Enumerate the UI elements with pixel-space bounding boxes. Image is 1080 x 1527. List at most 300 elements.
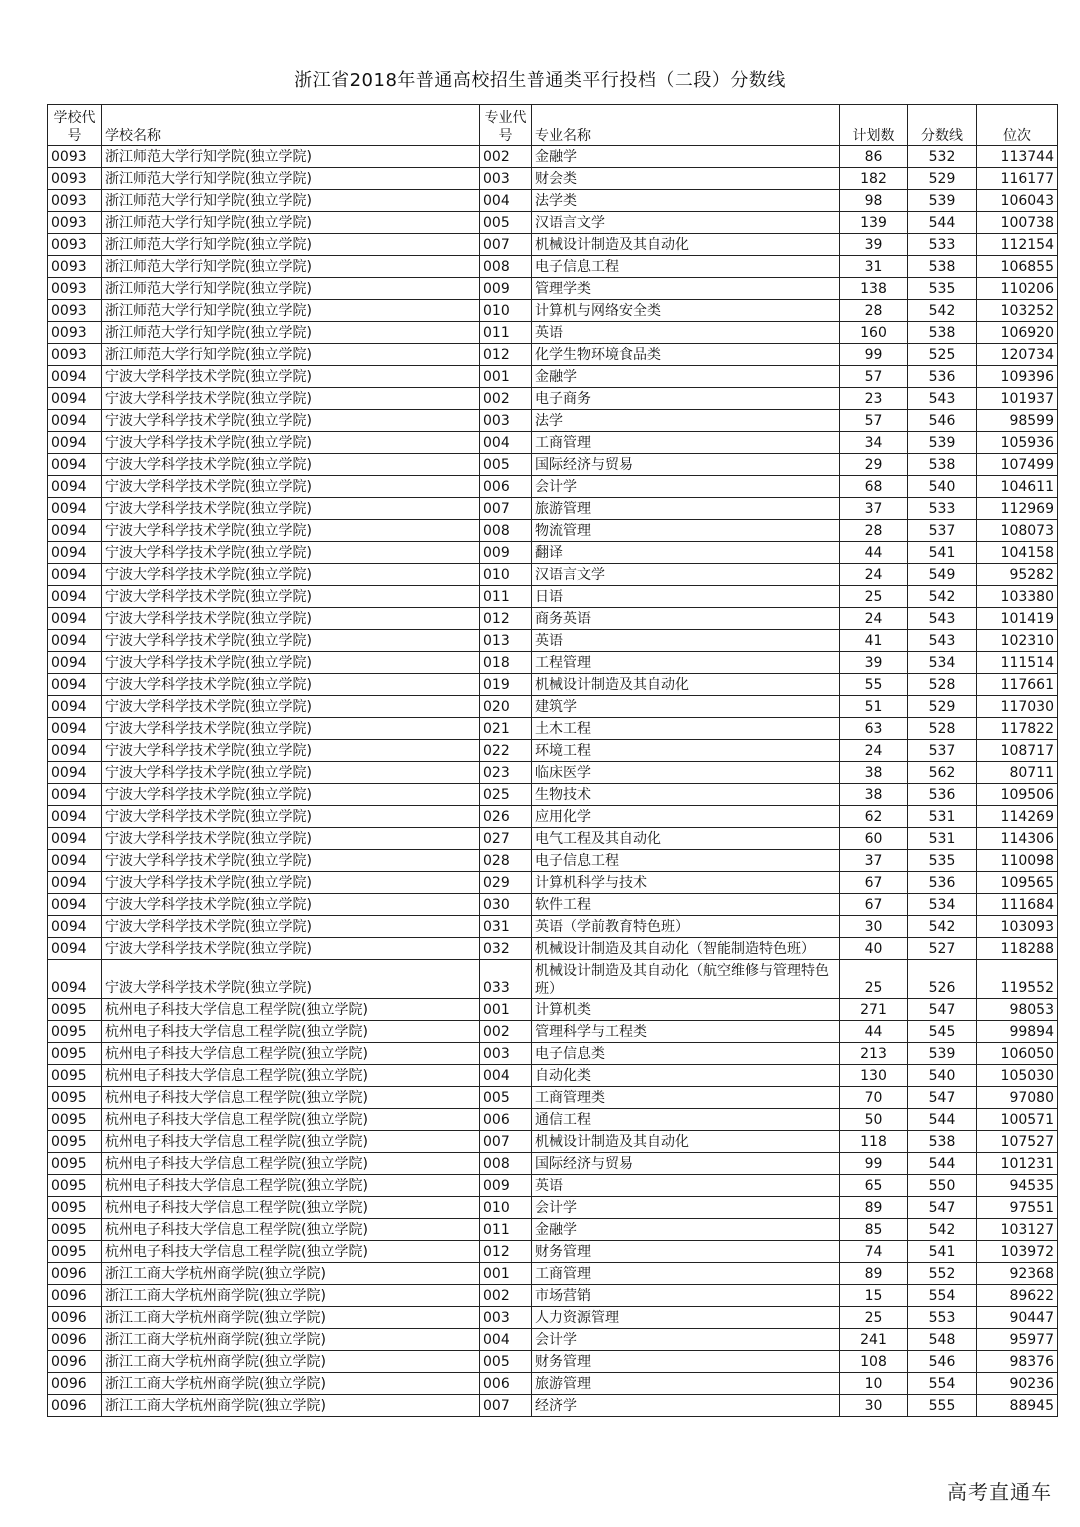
cell-plan: 60 (840, 828, 908, 850)
cell-school-code: 0093 (48, 234, 102, 256)
cell-major-code: 004 (480, 190, 532, 212)
cell-school-code: 0094 (48, 674, 102, 696)
cell-score: 539 (908, 432, 977, 454)
cell-school-name: 宁波大学科学技术学院(独立学院) (102, 388, 480, 410)
cell-score: 543 (908, 388, 977, 410)
cell-major-name: 物流管理 (532, 520, 840, 542)
cell-major-code: 026 (480, 806, 532, 828)
cell-school-name: 杭州电子科技大学信息工程学院(独立学院) (102, 999, 480, 1021)
cell-school-name: 杭州电子科技大学信息工程学院(独立学院) (102, 1131, 480, 1153)
cell-plan: 70 (840, 1087, 908, 1109)
cell-rank: 103972 (977, 1241, 1058, 1263)
cell-school-name: 浙江工商大学杭州商学院(独立学院) (102, 1373, 480, 1395)
cell-score: 528 (908, 718, 977, 740)
cell-school-name: 宁波大学科学技术学院(独立学院) (102, 674, 480, 696)
cell-major-name: 汉语言文学 (532, 212, 840, 234)
cell-major-name: 金融学 (532, 146, 840, 168)
cell-score: 553 (908, 1307, 977, 1329)
cell-school-code: 0094 (48, 828, 102, 850)
score-table (47, 104, 1058, 1417)
cell-major-code: 002 (480, 388, 532, 410)
cell-major-name: 电子信息类 (532, 1043, 840, 1065)
table-row (48, 542, 1058, 564)
cell-major-name: 会计学 (532, 1329, 840, 1351)
cell-school-code: 0093 (48, 300, 102, 322)
cell-school-code: 0093 (48, 256, 102, 278)
table-row (48, 454, 1058, 476)
cell-plan: 68 (840, 476, 908, 498)
table-row (48, 999, 1058, 1021)
cell-major-code: 018 (480, 652, 532, 674)
cell-score: 533 (908, 498, 977, 520)
cell-major-name: 财务管理 (532, 1241, 840, 1263)
cell-major-code: 008 (480, 520, 532, 542)
cell-school-name: 浙江师范大学行知学院(独立学院) (102, 344, 480, 366)
cell-major-name: 电气工程及其自动化 (532, 828, 840, 850)
cell-plan: 15 (840, 1285, 908, 1307)
cell-major-code: 005 (480, 1087, 532, 1109)
cell-score: 547 (908, 1197, 977, 1219)
cell-school-code: 0094 (48, 586, 102, 608)
cell-school-code: 0093 (48, 278, 102, 300)
cell-school-code: 0094 (48, 476, 102, 498)
cell-major-code: 004 (480, 1329, 532, 1351)
cell-score: 543 (908, 608, 977, 630)
cell-rank: 104611 (977, 476, 1058, 498)
cell-rank: 106050 (977, 1043, 1058, 1065)
cell-major-code: 012 (480, 344, 532, 366)
cell-school-name: 浙江工商大学杭州商学院(独立学院) (102, 1351, 480, 1373)
cell-school-name: 宁波大学科学技术学院(独立学院) (102, 784, 480, 806)
cell-major-name: 电子信息工程 (532, 256, 840, 278)
header-school-name: 学校名称 (102, 105, 480, 146)
cell-school-code: 0093 (48, 212, 102, 234)
cell-plan: 25 (840, 1307, 908, 1329)
cell-plan: 89 (840, 1197, 908, 1219)
cell-school-name: 宁波大学科学技术学院(独立学院) (102, 520, 480, 542)
cell-rank: 103252 (977, 300, 1058, 322)
cell-plan: 182 (840, 168, 908, 190)
cell-plan: 57 (840, 366, 908, 388)
cell-major-code: 007 (480, 1395, 532, 1417)
cell-school-name: 浙江工商大学杭州商学院(独立学院) (102, 1285, 480, 1307)
cell-score: 535 (908, 850, 977, 872)
cell-school-code: 0094 (48, 718, 102, 740)
cell-major-code: 022 (480, 740, 532, 762)
cell-school-code: 0094 (48, 850, 102, 872)
cell-school-code: 0093 (48, 190, 102, 212)
cell-plan: 24 (840, 564, 908, 586)
cell-major-code: 006 (480, 476, 532, 498)
cell-rank: 111514 (977, 652, 1058, 674)
cell-major-code: 006 (480, 1109, 532, 1131)
cell-score: 526 (908, 960, 977, 999)
cell-rank: 109506 (977, 784, 1058, 806)
cell-plan: 89 (840, 1263, 908, 1285)
cell-major-code: 005 (480, 454, 532, 476)
cell-score: 545 (908, 1021, 977, 1043)
cell-score: 534 (908, 652, 977, 674)
cell-school-code: 0096 (48, 1373, 102, 1395)
cell-plan: 23 (840, 388, 908, 410)
cell-major-name: 机械设计制造及其自动化（航空维修与管理特色班） (532, 960, 840, 999)
cell-major-name: 国际经济与贸易 (532, 454, 840, 476)
cell-school-code: 0093 (48, 322, 102, 344)
cell-school-code: 0094 (48, 454, 102, 476)
cell-rank: 100738 (977, 212, 1058, 234)
cell-rank: 106920 (977, 322, 1058, 344)
cell-rank: 114306 (977, 828, 1058, 850)
cell-score: 536 (908, 872, 977, 894)
cell-major-code: 001 (480, 1263, 532, 1285)
cell-major-name: 计算机科学与技术 (532, 872, 840, 894)
cell-plan: 34 (840, 432, 908, 454)
table-row (48, 1351, 1058, 1373)
cell-score: 541 (908, 542, 977, 564)
cell-rank: 89622 (977, 1285, 1058, 1307)
cell-score: 552 (908, 1263, 977, 1285)
cell-school-name: 宁波大学科学技术学院(独立学院) (102, 432, 480, 454)
table-row (48, 1109, 1058, 1131)
cell-score: 539 (908, 1043, 977, 1065)
table-body (48, 146, 1058, 1417)
table-row (48, 1373, 1058, 1395)
table-row (48, 190, 1058, 212)
cell-score: 539 (908, 190, 977, 212)
cell-major-name: 生物技术 (532, 784, 840, 806)
cell-plan: 86 (840, 146, 908, 168)
table-row (48, 1285, 1058, 1307)
cell-school-name: 宁波大学科学技术学院(独立学院) (102, 762, 480, 784)
cell-major-name: 财务管理 (532, 1351, 840, 1373)
cell-school-code: 0094 (48, 542, 102, 564)
cell-school-code: 0096 (48, 1307, 102, 1329)
cell-plan: 139 (840, 212, 908, 234)
cell-school-code: 0095 (48, 1241, 102, 1263)
cell-school-name: 杭州电子科技大学信息工程学院(独立学院) (102, 1087, 480, 1109)
cell-score: 543 (908, 630, 977, 652)
cell-rank: 101419 (977, 608, 1058, 630)
table-row (48, 916, 1058, 938)
table-row (48, 1065, 1058, 1087)
table-row (48, 366, 1058, 388)
table-row (48, 1175, 1058, 1197)
cell-rank: 107527 (977, 1131, 1058, 1153)
table-row (48, 344, 1058, 366)
cell-school-code: 0095 (48, 1043, 102, 1065)
cell-score: 528 (908, 674, 977, 696)
cell-school-code: 0094 (48, 784, 102, 806)
cell-score: 555 (908, 1395, 977, 1417)
cell-major-name: 土木工程 (532, 718, 840, 740)
cell-rank: 98376 (977, 1351, 1058, 1373)
table-row (48, 674, 1058, 696)
cell-score: 540 (908, 1065, 977, 1087)
cell-plan: 74 (840, 1241, 908, 1263)
cell-school-code: 0096 (48, 1351, 102, 1373)
table-row (48, 432, 1058, 454)
cell-score: 546 (908, 1351, 977, 1373)
cell-plan: 39 (840, 652, 908, 674)
cell-score: 531 (908, 828, 977, 850)
table-row (48, 1263, 1058, 1285)
cell-school-code: 0094 (48, 432, 102, 454)
cell-rank: 101231 (977, 1153, 1058, 1175)
cell-score: 533 (908, 234, 977, 256)
cell-major-code: 002 (480, 1021, 532, 1043)
cell-school-name: 宁波大学科学技术学院(独立学院) (102, 872, 480, 894)
cell-plan: 138 (840, 278, 908, 300)
cell-rank: 90447 (977, 1307, 1058, 1329)
table-row (48, 1153, 1058, 1175)
cell-major-name: 电子信息工程 (532, 850, 840, 872)
table-row (48, 1197, 1058, 1219)
cell-school-code: 0094 (48, 608, 102, 630)
cell-school-name: 宁波大学科学技术学院(独立学院) (102, 366, 480, 388)
cell-major-name: 机械设计制造及其自动化 (532, 674, 840, 696)
cell-major-name: 法学 (532, 410, 840, 432)
cell-major-name: 通信工程 (532, 1109, 840, 1131)
table-row (48, 146, 1058, 168)
cell-school-code: 0094 (48, 872, 102, 894)
cell-school-name: 杭州电子科技大学信息工程学院(独立学院) (102, 1197, 480, 1219)
cell-major-name: 金融学 (532, 1219, 840, 1241)
cell-rank: 99894 (977, 1021, 1058, 1043)
table-row (48, 564, 1058, 586)
cell-school-code: 0096 (48, 1395, 102, 1417)
cell-school-name: 宁波大学科学技术学院(独立学院) (102, 806, 480, 828)
table-row (48, 476, 1058, 498)
document-title: 浙江省2018年普通高校招生普通类平行投档（二段）分数线 (294, 70, 786, 91)
header-plan: 计划数 (840, 105, 908, 146)
cell-school-name: 宁波大学科学技术学院(独立学院) (102, 608, 480, 630)
cell-plan: 108 (840, 1351, 908, 1373)
cell-score: 542 (908, 586, 977, 608)
cell-plan: 30 (840, 1395, 908, 1417)
table-row (48, 498, 1058, 520)
cell-major-code: 007 (480, 234, 532, 256)
cell-score: 535 (908, 278, 977, 300)
cell-plan: 37 (840, 498, 908, 520)
cell-school-name: 浙江工商大学杭州商学院(独立学院) (102, 1263, 480, 1285)
cell-school-code: 0095 (48, 1065, 102, 1087)
cell-school-code: 0094 (48, 740, 102, 762)
cell-score: 550 (908, 1175, 977, 1197)
cell-school-name: 宁波大学科学技术学院(独立学院) (102, 476, 480, 498)
table-row (48, 234, 1058, 256)
cell-rank: 107499 (977, 454, 1058, 476)
cell-school-name: 宁波大学科学技术学院(独立学院) (102, 960, 480, 999)
cell-plan: 99 (840, 344, 908, 366)
cell-plan: 41 (840, 630, 908, 652)
cell-school-name: 杭州电子科技大学信息工程学院(独立学院) (102, 1109, 480, 1131)
cell-plan: 130 (840, 1065, 908, 1087)
table-row (48, 1021, 1058, 1043)
cell-major-name: 市场营销 (532, 1285, 840, 1307)
cell-score: 546 (908, 410, 977, 432)
table-row (48, 784, 1058, 806)
cell-major-name: 计算机类 (532, 999, 840, 1021)
cell-major-name: 法学类 (532, 190, 840, 212)
cell-plan: 37 (840, 850, 908, 872)
table-row (48, 630, 1058, 652)
cell-rank: 98599 (977, 410, 1058, 432)
cell-score: 538 (908, 454, 977, 476)
cell-school-name: 杭州电子科技大学信息工程学院(独立学院) (102, 1043, 480, 1065)
cell-school-name: 宁波大学科学技术学院(独立学院) (102, 454, 480, 476)
cell-rank: 103127 (977, 1219, 1058, 1241)
cell-school-code: 0096 (48, 1263, 102, 1285)
cell-school-name: 宁波大学科学技术学院(独立学院) (102, 696, 480, 718)
cell-plan: 38 (840, 784, 908, 806)
cell-school-name: 宁波大学科学技术学院(独立学院) (102, 894, 480, 916)
cell-major-name: 英语 (532, 1175, 840, 1197)
table-row (48, 1241, 1058, 1263)
cell-score: 544 (908, 212, 977, 234)
table-row (48, 652, 1058, 674)
cell-major-code: 008 (480, 256, 532, 278)
cell-rank: 102310 (977, 630, 1058, 652)
cell-major-name: 日语 (532, 586, 840, 608)
cell-major-name: 翻译 (532, 542, 840, 564)
cell-major-name: 汉语言文学 (532, 564, 840, 586)
cell-major-name: 英语（学前教育特色班） (532, 916, 840, 938)
cell-rank: 112969 (977, 498, 1058, 520)
cell-major-name: 应用化学 (532, 806, 840, 828)
cell-rank: 108073 (977, 520, 1058, 542)
cell-plan: 44 (840, 1021, 908, 1043)
cell-major-code: 003 (480, 1043, 532, 1065)
table-row (48, 938, 1058, 960)
cell-plan: 160 (840, 322, 908, 344)
table-row (48, 586, 1058, 608)
cell-plan: 98 (840, 190, 908, 212)
cell-rank: 117661 (977, 674, 1058, 696)
header-score: 分数线 (908, 105, 977, 146)
cell-major-code: 031 (480, 916, 532, 938)
cell-score: 548 (908, 1329, 977, 1351)
cell-major-name: 会计学 (532, 476, 840, 498)
cell-school-code: 0094 (48, 498, 102, 520)
cell-rank: 100571 (977, 1109, 1058, 1131)
header-major-name: 专业名称 (532, 105, 840, 146)
table-row (48, 828, 1058, 850)
cell-plan: 51 (840, 696, 908, 718)
cell-score: 547 (908, 999, 977, 1021)
cell-rank: 105030 (977, 1065, 1058, 1087)
cell-school-code: 0093 (48, 168, 102, 190)
cell-major-code: 009 (480, 278, 532, 300)
cell-school-code: 0094 (48, 916, 102, 938)
cell-rank: 116177 (977, 168, 1058, 190)
cell-score: 536 (908, 366, 977, 388)
cell-school-name: 浙江师范大学行知学院(独立学院) (102, 256, 480, 278)
cell-plan: 24 (840, 740, 908, 762)
cell-school-code: 0095 (48, 1175, 102, 1197)
cell-school-name: 杭州电子科技大学信息工程学院(独立学院) (102, 1021, 480, 1043)
cell-school-code: 0094 (48, 630, 102, 652)
cell-school-name: 浙江工商大学杭州商学院(独立学院) (102, 1395, 480, 1417)
cell-major-name: 机械设计制造及其自动化 (532, 1131, 840, 1153)
cell-school-name: 浙江师范大学行知学院(独立学院) (102, 234, 480, 256)
cell-plan: 38 (840, 762, 908, 784)
cell-school-name: 杭州电子科技大学信息工程学院(独立学院) (102, 1219, 480, 1241)
cell-school-code: 0094 (48, 388, 102, 410)
cell-score: 542 (908, 916, 977, 938)
cell-major-name: 商务英语 (532, 608, 840, 630)
cell-major-code: 011 (480, 1219, 532, 1241)
cell-rank: 94535 (977, 1175, 1058, 1197)
cell-score: 542 (908, 1219, 977, 1241)
cell-school-name: 宁波大学科学技术学院(独立学院) (102, 828, 480, 850)
cell-plan: 31 (840, 256, 908, 278)
cell-plan: 271 (840, 999, 908, 1021)
cell-rank: 92368 (977, 1263, 1058, 1285)
cell-school-name: 宁波大学科学技术学院(独立学院) (102, 542, 480, 564)
cell-score: 531 (908, 806, 977, 828)
cell-plan: 39 (840, 234, 908, 256)
cell-major-code: 028 (480, 850, 532, 872)
cell-school-code: 0095 (48, 1087, 102, 1109)
watermark: 高考直通车 (947, 1480, 1052, 1504)
cell-school-code: 0093 (48, 146, 102, 168)
cell-score: 525 (908, 344, 977, 366)
cell-major-code: 030 (480, 894, 532, 916)
cell-major-code: 027 (480, 828, 532, 850)
cell-score: 538 (908, 322, 977, 344)
table-row (48, 850, 1058, 872)
cell-rank: 103380 (977, 586, 1058, 608)
cell-school-name: 浙江师范大学行知学院(独立学院) (102, 322, 480, 344)
cell-major-code: 004 (480, 1065, 532, 1087)
cell-plan: 30 (840, 916, 908, 938)
table-row (48, 608, 1058, 630)
cell-major-name: 旅游管理 (532, 1373, 840, 1395)
cell-score: 544 (908, 1153, 977, 1175)
cell-major-name: 机械设计制造及其自动化 (532, 234, 840, 256)
cell-major-code: 019 (480, 674, 532, 696)
cell-school-name: 杭州电子科技大学信息工程学院(独立学院) (102, 1065, 480, 1087)
cell-major-code: 011 (480, 586, 532, 608)
table-row (48, 806, 1058, 828)
cell-major-code: 004 (480, 432, 532, 454)
cell-major-code: 021 (480, 718, 532, 740)
cell-major-code: 002 (480, 146, 532, 168)
cell-plan: 28 (840, 300, 908, 322)
cell-plan: 99 (840, 1153, 908, 1175)
table-row (48, 1395, 1058, 1417)
cell-school-code: 0093 (48, 344, 102, 366)
cell-score: 527 (908, 938, 977, 960)
cell-school-name: 浙江师范大学行知学院(独立学院) (102, 278, 480, 300)
cell-score: 562 (908, 762, 977, 784)
cell-plan: 40 (840, 938, 908, 960)
table-row (48, 278, 1058, 300)
table-row (48, 718, 1058, 740)
cell-rank: 95282 (977, 564, 1058, 586)
cell-major-code: 005 (480, 212, 532, 234)
cell-major-name: 环境工程 (532, 740, 840, 762)
cell-score: 537 (908, 740, 977, 762)
cell-school-code: 0094 (48, 366, 102, 388)
cell-school-name: 浙江师范大学行知学院(独立学院) (102, 212, 480, 234)
cell-school-name: 宁波大学科学技术学院(独立学院) (102, 718, 480, 740)
cell-plan: 25 (840, 960, 908, 999)
cell-major-code: 025 (480, 784, 532, 806)
table-row (48, 256, 1058, 278)
cell-score: 536 (908, 784, 977, 806)
cell-school-code: 0094 (48, 696, 102, 718)
